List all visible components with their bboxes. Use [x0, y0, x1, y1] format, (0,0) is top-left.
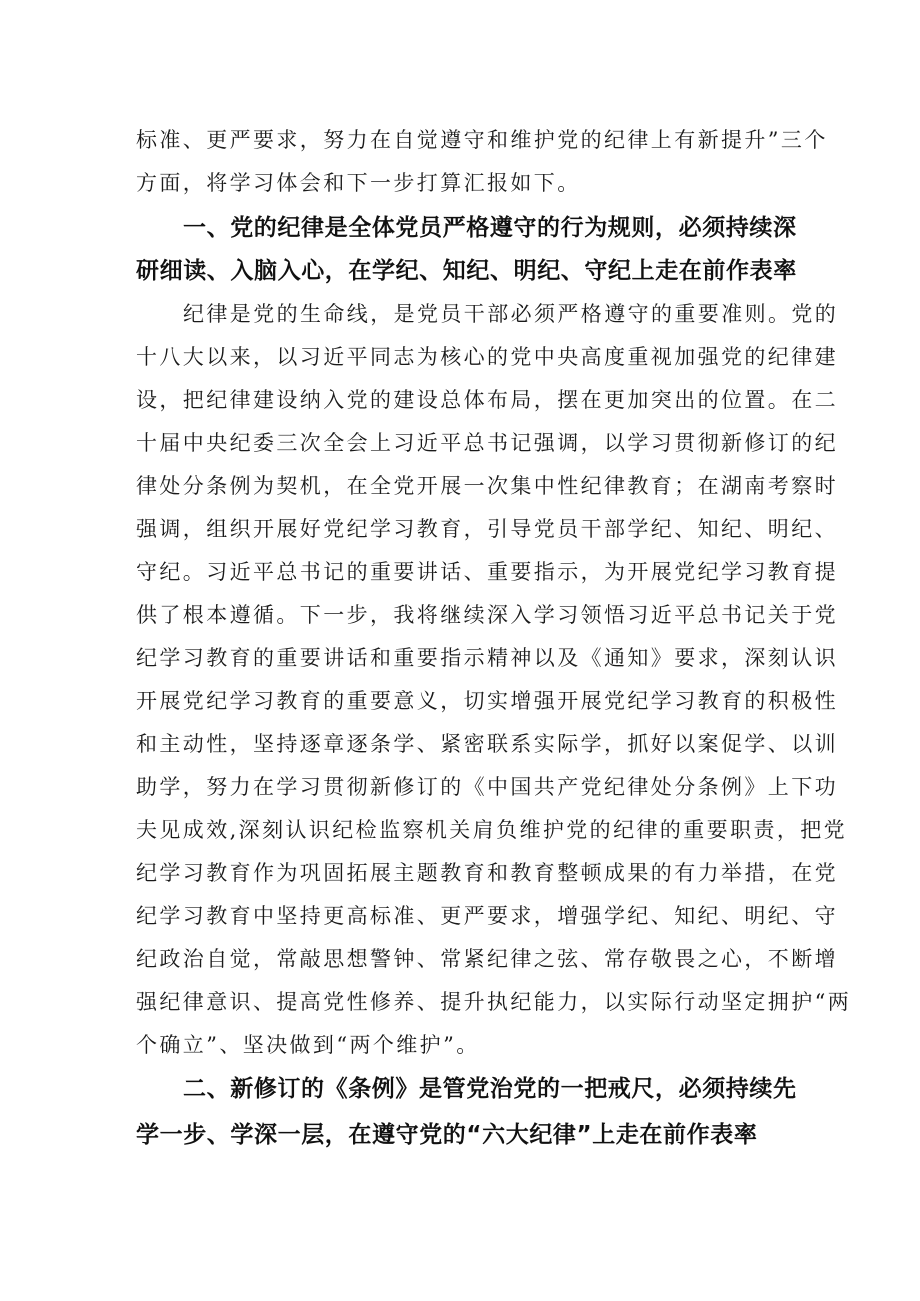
section1-heading-line-2: 研细读、入脑入心，在学纪、知纪、明纪、守纪上走在前作表率 — [136, 258, 797, 284]
section1-body-line-2: 十八大以来，以习近平同志为核心的党中央高度重视加强党的纪律建 — [136, 345, 838, 369]
section1-body-line-7: 守纪。习近平总书记的重要讲话、重要指示，为开展党纪学习教育提 — [136, 560, 838, 584]
section1-body-line-14: 纪学习教育作为巩固拓展主题教育和教育整顿成果的有力举措，在党 — [136, 861, 838, 885]
section1-body-line-4: 十届中央纪委三次全会上习近平总书记强调，以学习贯彻新修订的纪 — [136, 431, 838, 455]
section1-body-line-11: 和主动性，坚持逐章逐条学、紧密联系实际学，抓好以案促学、以训 — [136, 732, 838, 756]
section1-body-line-15: 纪学习教育中坚持更高标准、更严要求，增强学纪、知纪、明纪、守 — [136, 904, 838, 928]
intro-line-2: 方面，将学习体会和下一步打算汇报如下。 — [136, 171, 581, 195]
section1-body-line-16: 纪政治自觉，常敲思想警钟、常紧纪律之弦、常存敬畏之心，不断增 — [136, 947, 838, 971]
section1-body-line-9: 纪学习教育的重要讲话和重要指示精神以及《通知》要求，深刻认识 — [136, 646, 838, 670]
intro-line-1: 标准、更严要求，努力在自觉遵守和维护党的纪律上有新提升”三个 — [136, 128, 828, 152]
section1-body-line-1: 纪律是党的生命线，是党员干部必须严格遵守的重要准则。党的 — [183, 302, 839, 326]
section1-body-line-5: 律处分条例为契机，在全党开展一次集中性纪律教育；在湖南考察时 — [136, 474, 838, 498]
section1-body-line-3: 设，把纪律建设纳入党的建设总体布局，摆在更加突出的位置。在二 — [136, 388, 838, 412]
section1-heading-line-1: 一、党的纪律是全体党员严格遵守的行为规则，必须持续深 — [183, 215, 797, 241]
section1-body-line-18: 个确立”、坚决做到“两个维护”。 — [136, 1033, 480, 1057]
section1-body-line-12: 助学，努力在学习贯彻新修订的《中国共产党纪律处分条例》上下功 — [136, 775, 838, 799]
section2-heading-line-1: 二、新修订的《条例》是管党治党的一把戒尺，必须持续先 — [183, 1076, 797, 1102]
section2-heading-line-2: 学一步、学深一层，在遵守党的“六大纪律”上走在前作表率 — [136, 1122, 758, 1148]
section1-body-line-17: 强纪律意识、提高党性修养、提升执纪能力，以实际行动坚定拥护“两 — [136, 990, 852, 1014]
section1-body-line-10: 开展党纪学习教育的重要意义，切实增强开展党纪学习教育的积极性 — [136, 689, 838, 713]
section1-body-line-8: 供了根本遵循。下一步，我将继续深入学习领悟习近平总书记关于党 — [136, 603, 838, 627]
section1-body-line-6: 强调，组织开展好党纪学习教育，引导党员干部学纪、知纪、明纪、 — [136, 517, 838, 541]
section1-body-line-13: 夫见成效,深刻认识纪检监察机关肩负维护党的纪律的重要职责，把党 — [136, 818, 848, 842]
